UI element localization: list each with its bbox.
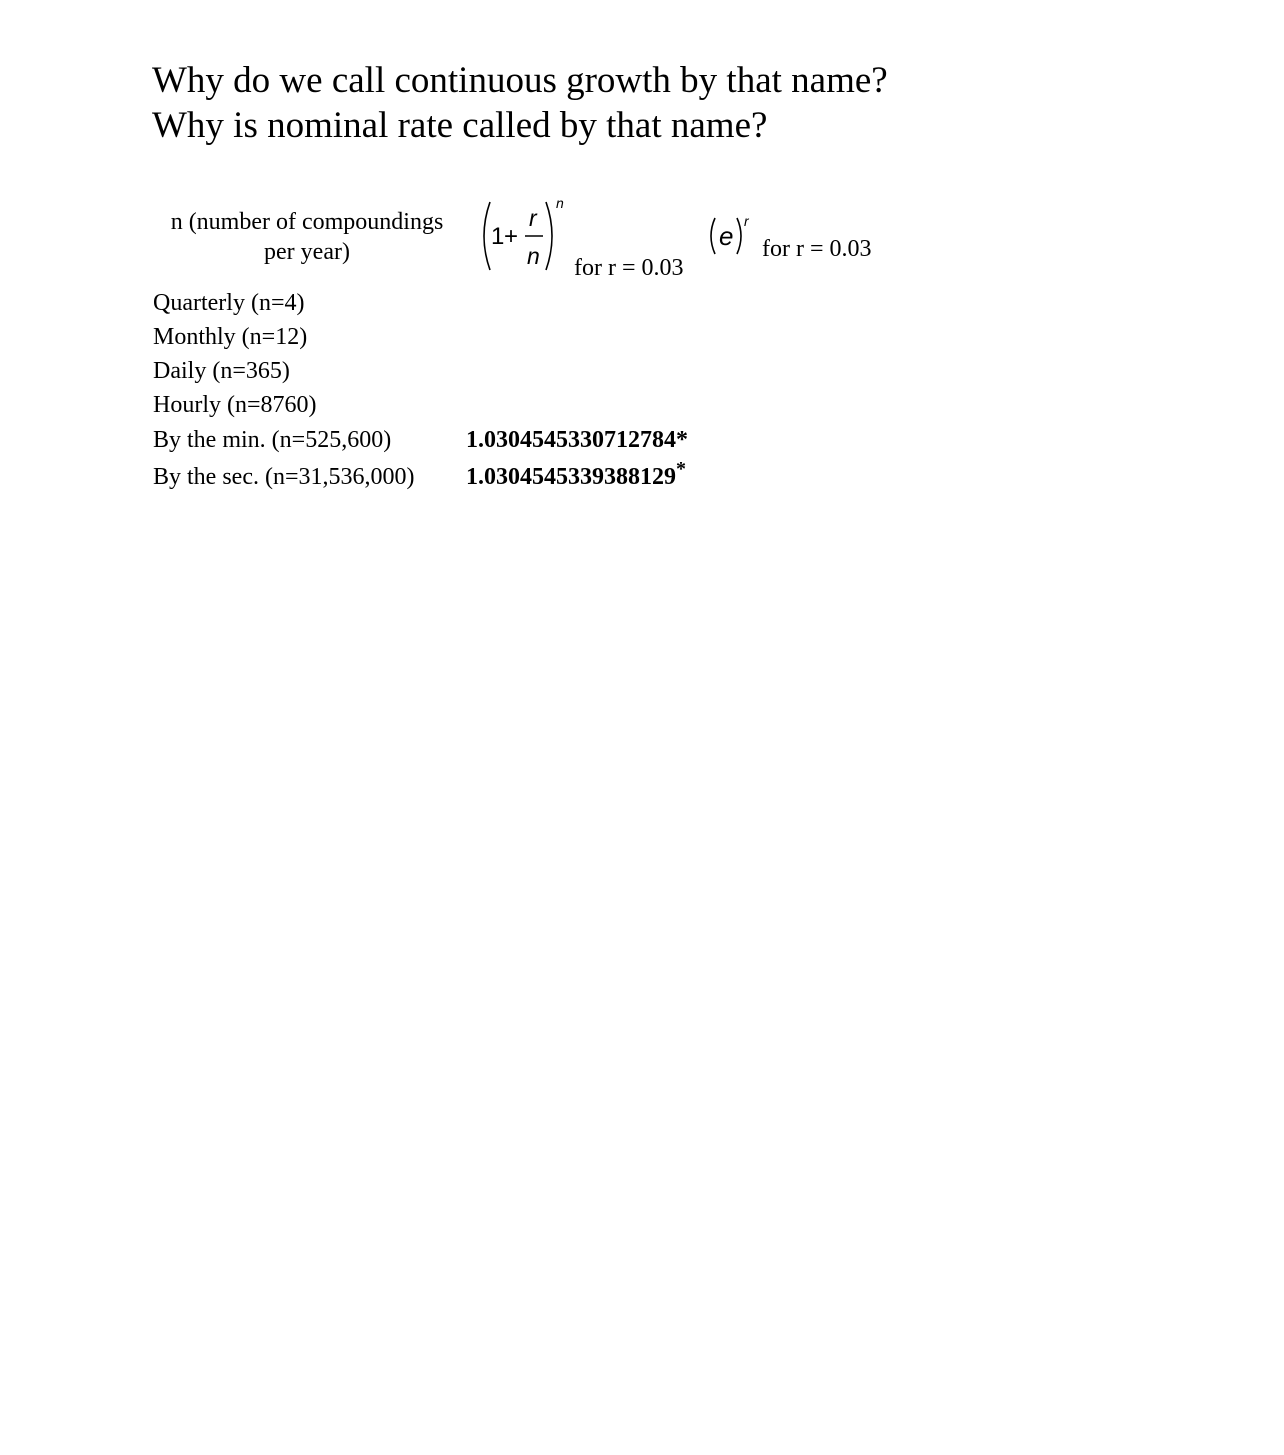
exponential-formula <box>704 212 764 262</box>
title-line-2: Why is nominal rate called by that name? <box>152 105 768 146</box>
n-column-header <box>152 207 462 267</box>
formula1-numerator: r <box>529 205 537 231</box>
formula1-right-paren <box>546 202 552 270</box>
formula2-left-paren <box>711 218 715 254</box>
compound-formula <box>476 194 576 280</box>
row-value: 1.0304545339388129* <box>466 458 686 490</box>
row-label: By the min. (n=525,600) <box>153 427 392 453</box>
formula1-denominator: n <box>527 243 540 269</box>
formula1-plus: + <box>504 223 519 250</box>
row-label: Quarterly (n=4) <box>153 290 305 316</box>
formula1-left-paren <box>484 202 490 270</box>
row-value: 1.0304545330712784* <box>466 427 688 453</box>
row-label: Hourly (n=8760) <box>153 392 317 418</box>
n-header-line-2: per year) <box>264 239 350 265</box>
formula2-right-paren <box>737 218 741 254</box>
formula1-one: 1 <box>491 223 505 250</box>
row-label: Daily (n=365) <box>153 358 290 384</box>
row-label: By the sec. (n=31,536,000) <box>153 464 415 490</box>
row-label: Monthly (n=12) <box>153 324 308 350</box>
formula1-note: for r = 0.03 <box>574 255 684 281</box>
formula2-note: for r = 0.03 <box>762 236 872 262</box>
row-marker: * <box>676 458 686 480</box>
formula2-base: e <box>719 221 734 251</box>
formula2-exponent: r <box>744 213 749 229</box>
title-line-1: Why do we call continuous growth by that name? <box>152 60 888 101</box>
page-title <box>152 58 888 148</box>
n-header-line-1: n (number of compoundings <box>170 209 444 235</box>
formula1-exponent: n <box>556 195 564 211</box>
